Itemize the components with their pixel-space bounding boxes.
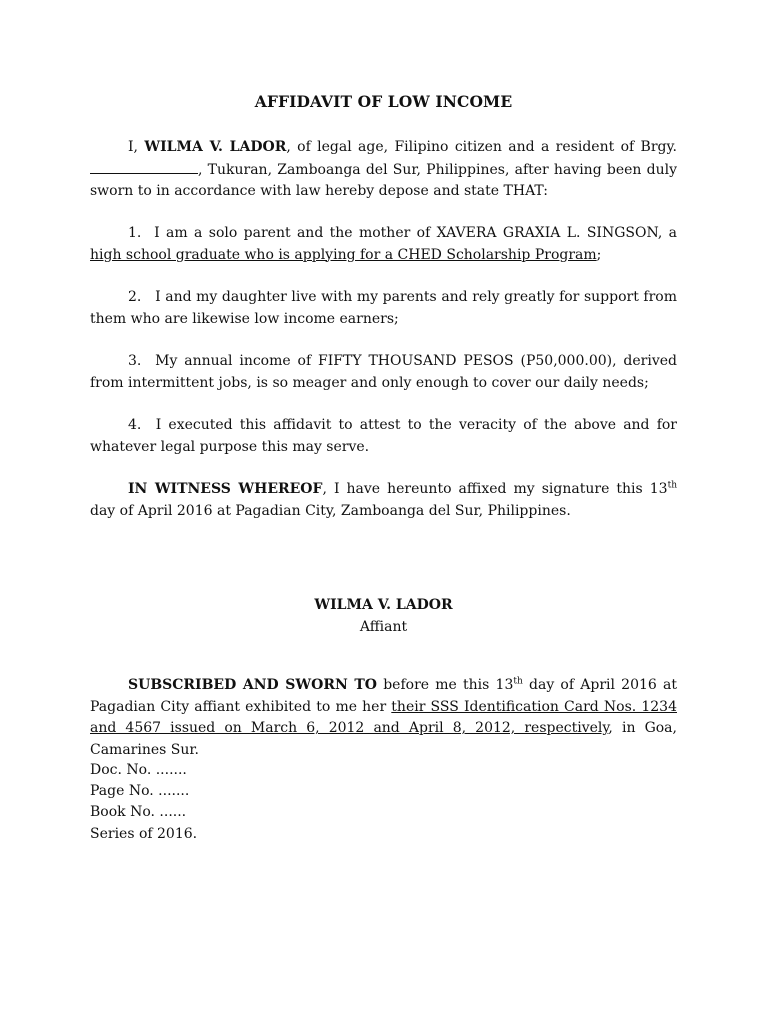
document-title: AFFIDAVIT OF LOW INCOME bbox=[254, 92, 513, 111]
doc-number: Doc. No. ....... bbox=[90, 762, 187, 778]
item-4 bbox=[90, 415, 677, 458]
item-2-text: I and my daughter live with my parents and rely greatly for support from them who are likewise low income earners; bbox=[90, 289, 677, 327]
affiant-name: WILMA V. LADOR bbox=[144, 139, 287, 155]
item-2 bbox=[90, 287, 677, 330]
intro-prefix: I, bbox=[128, 139, 145, 155]
witness-heading: IN WITNESS WHEREOF bbox=[128, 481, 323, 497]
item-3-number: 3. bbox=[128, 353, 142, 369]
item-2-number: 2. bbox=[128, 289, 142, 305]
intro-text-1: , of legal age, Filipino citizen and a resident of Brgy. bbox=[286, 139, 677, 155]
page-number: Page No. ....... bbox=[90, 783, 190, 799]
intro-text-2: , Tukuran, Zamboanga del Sur, Philippines, after having been duly sworn to in accordance with law hereby depose and state THAT: bbox=[90, 161, 677, 199]
item-1-underlined: high school graduate who is applying for a CHED Scholarship Program bbox=[90, 246, 597, 263]
barangay-blank bbox=[90, 159, 198, 174]
jurat-underlined: their SSS Identification Card Nos. 1234 and 4567 issued on March 6, 2012 and April 8, 2012, respectively bbox=[90, 698, 677, 736]
witness-text-1: , I have hereunto affixed my signature this 13 bbox=[322, 481, 668, 497]
item-1 bbox=[90, 223, 677, 266]
signature-role: Affiant bbox=[359, 619, 408, 635]
book-number: Book No. ...... bbox=[90, 804, 187, 820]
item-1-end: ; bbox=[596, 246, 602, 263]
jurat-text-1: before me this 13 bbox=[377, 677, 514, 693]
jurat-heading: SUBSCRIBED AND SWORN TO bbox=[128, 677, 378, 693]
item-1-text: I am a solo parent and the mother of XAVERA GRAXIA L. SINGSON, a bbox=[154, 225, 677, 241]
witness-superscript: th bbox=[667, 480, 677, 491]
series-year: Series of 2016. bbox=[90, 826, 198, 842]
jurat-text-3: , in Goa, Camarines Sur. bbox=[90, 720, 677, 758]
jurat-paragraph bbox=[90, 675, 677, 761]
signature-name: WILMA V. LADOR bbox=[314, 597, 453, 613]
jurat-text-2: day of April 2016 at Pagadian City affiant exhibited to me her bbox=[90, 677, 677, 715]
jurat-superscript: th bbox=[513, 676, 523, 687]
item-1-number: 1. bbox=[128, 225, 142, 241]
intro-paragraph bbox=[90, 137, 677, 203]
item-3-text: My annual income of FIFTY THOUSAND PESOS (P50,000.00), derived from intermittent jobs, is so meager and only enough to cover our daily needs; bbox=[90, 353, 677, 391]
item-3 bbox=[90, 351, 677, 394]
witness-text-2: day of April 2016 at Pagadian City, Zamboanga del Sur, Philippines. bbox=[90, 502, 571, 519]
item-4-number: 4. bbox=[128, 417, 142, 433]
witness-paragraph bbox=[90, 479, 677, 522]
item-4-text: I executed this affidavit to attest to the veracity of the above and for whatever legal purpose this may serve. bbox=[90, 417, 677, 455]
